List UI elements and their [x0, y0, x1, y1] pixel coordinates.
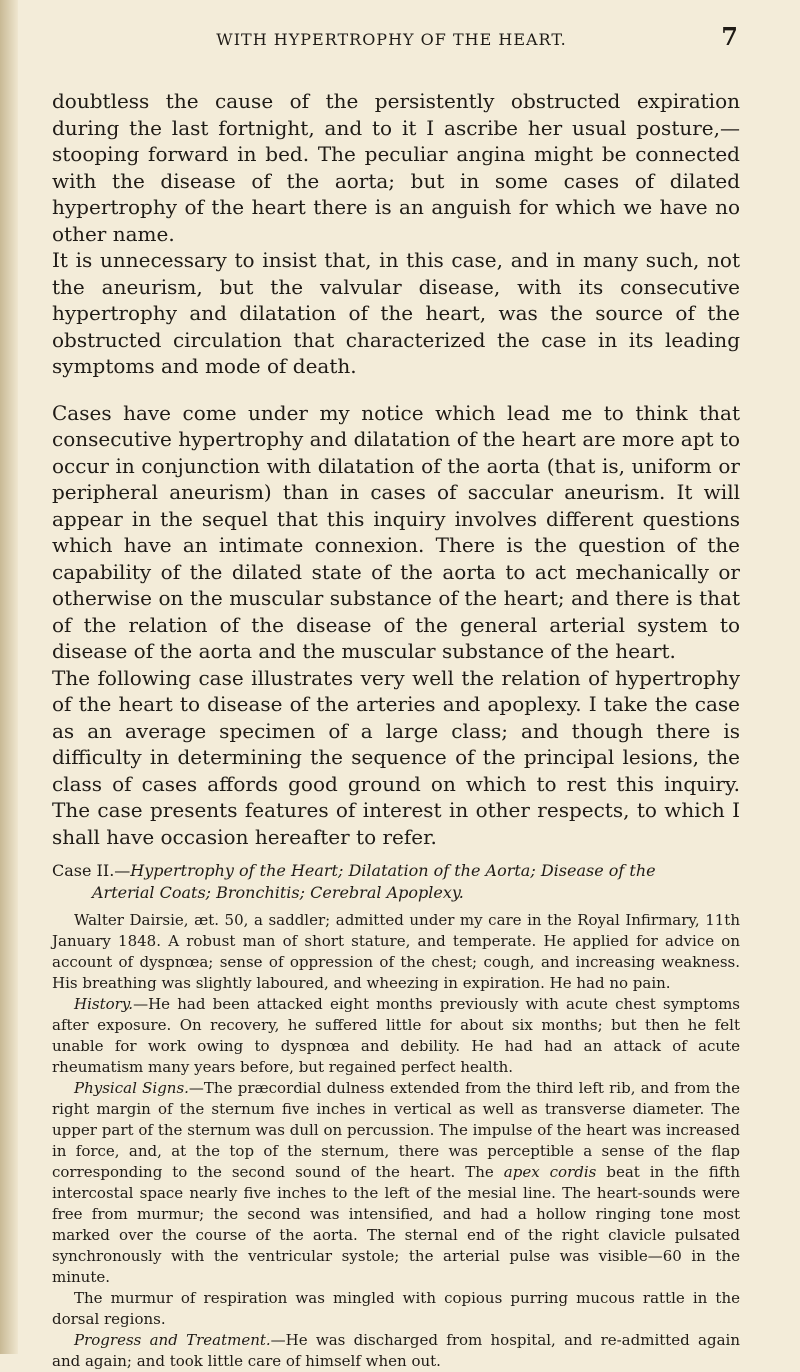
- paragraph-3: Cases have come under my notice which lead me to think that consecutive hypertrophy and dilatation of the heart are more apt to occur in conjunction with dilatation of the aorta (that is, uniform or peripheral aneurism) than in cases of saccular aneurism. It will appear in the sequel that this inquiry involves different questions which have an intimate connexion. There is the question of the capability of the dilated state of the aorta to act mechanically or otherwise on the muscular substance of the heart; and there is that of the relation of the disease of the general arterial system to disease of the aorta and the muscular substance of the heart.: [52, 400, 740, 663]
- progress-label: Progress and Treatment.: [74, 1331, 271, 1349]
- signs-paragraph: [52, 1078, 740, 1288]
- history-text: —He had been attacked eight months previously with acute chest symptoms after exposure. On recovery, he suffered little for about six months; but then he felt unable for work owing to dyspnœa and debility. He had had an attack of acute rheumatism many years before, but regained perfect health.: [52, 995, 740, 1076]
- running-title: WITH HYPERTROPHY OF THE HEART.: [216, 30, 567, 49]
- progress-paragraph: [52, 1330, 740, 1372]
- apex-label: apex cordis: [503, 1163, 597, 1181]
- page-body: [52, 88, 740, 1372]
- signs-label: Physical Signs.: [74, 1079, 189, 1097]
- case-heading: [52, 860, 740, 904]
- page-header: [45, 22, 738, 54]
- history-paragraph: [52, 994, 740, 1078]
- signs-text-a: —The præcordial dulness extended from the third left rib, and from the right margin of the sternum five inches in vertical as well as transverse diameter. The upper part of the sternum was dull on percussion. The impulse of the heart was increased in force, and, at the top of the sternum, there was perceptible a sense of the flap corresponding to the second sound of the heart. The: [52, 1079, 740, 1181]
- paragraph-4: The following case illustrates very well the relation of hypertrophy of the heart to disease of the arteries and apoplexy. I take the case as an average specimen of a large class; and though there is difficulty in determining the sequence of the principal lesions, the class of cases affords good ground on which to rest this inquiry. The case presents features of interest in other respects, to which I shall have occasion hereafter to refer.: [52, 665, 740, 849]
- case-intro: Walter Dairsie, æt. 50, a saddler; admitted under my care in the Royal Infirmary, 11th January 1848. A robust man of short stature, and temperate. He applied for advice on account of dyspnœa; sense of oppression of the chest; cough, and increasing weakness. His breathing was slightly laboured, and wheezing in expiration. He had no pain.: [52, 911, 740, 992]
- history-label: History.: [74, 995, 134, 1013]
- paragraph-1: doubtless the cause of the persistently obstructed expiration during the last fortnight, and to it I ascribe her usual posture,—stooping forward in bed. The peculiar angina might be connected with the disease of the aorta; but in some cases of dilated hypertrophy of the heart there is an anguish for which we have no other name.: [52, 89, 740, 246]
- progress-text: —He was discharged from hospital, and re-admitted again and again; and took little care of himself when out.: [52, 1331, 740, 1370]
- case-title-line-1: Hypertrophy of the Heart; Dilatation of the Aorta; Disease of the: [130, 861, 656, 880]
- case-report: [52, 910, 740, 1372]
- page-edge-shadow: [0, 0, 18, 1354]
- case-label: Case II.—: [52, 861, 131, 880]
- page-number: 7: [721, 22, 738, 51]
- paragraph-2: It is unnecessary to insist that, in this case, and in many such, not the aneurism, but the valvular disease, with its consecutive hypertrophy and dilatation of the heart, was the source of the obstructed circulation that characterized the case in its leading symptoms and mode of death.: [52, 248, 740, 378]
- signs-text-b: beat in the fifth intercostal space nearly five inches to the left of the mesial line. The heart-sounds were free from murmur; the second was intensified, and had a hollow ringing tone most marked over the course of the aorta. The sternal end of the right clavicle pulsated synchronously with the ventricular systole; the arterial pulse was visible—60 in the minute.: [52, 1163, 740, 1286]
- case-title-line-2: Arterial Coats; Bronchitis; Cerebral Apoplexy.: [92, 883, 464, 902]
- murmur-paragraph: The murmur of respiration was mingled with copious purring mucous rattle in the dorsal regions.: [52, 1289, 740, 1328]
